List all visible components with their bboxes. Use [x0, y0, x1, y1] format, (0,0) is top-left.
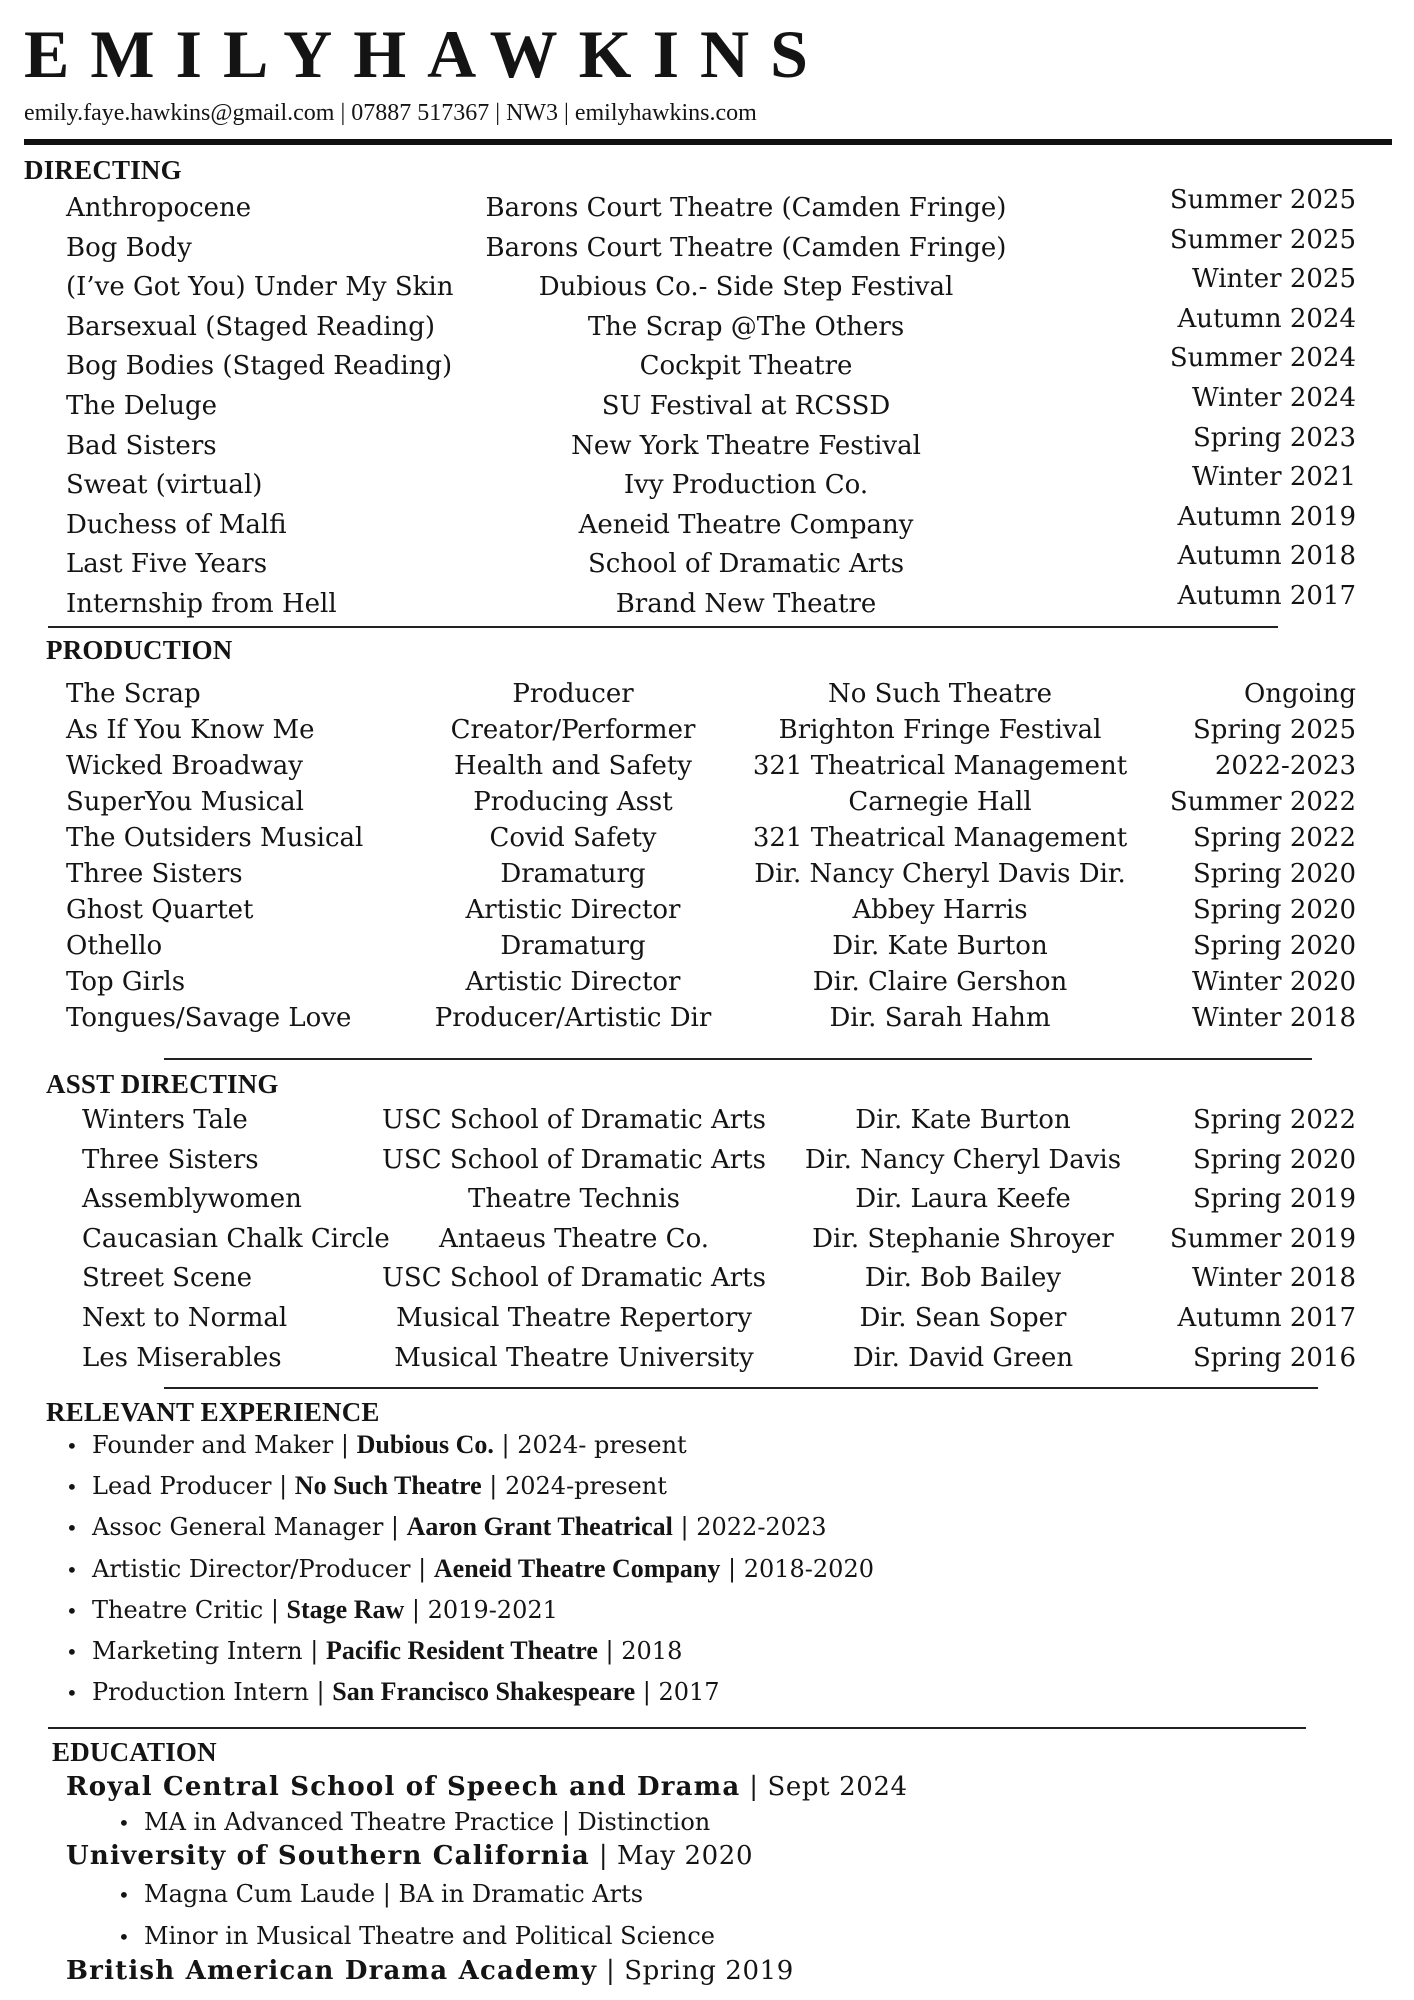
list-item: [66, 1552, 874, 1588]
experience-organization: Aeneid Theatre Company: [433, 1553, 721, 1583]
role: Creator/Performer: [450, 715, 696, 745]
date: Summer 2025: [1169, 224, 1356, 255]
director: Dir. David Green: [852, 1342, 1074, 1373]
production-title: Bog Body: [66, 232, 192, 263]
table-row: [0, 784, 1414, 822]
company: Dir. Nancy Cheryl Davis Dir.: [754, 859, 1126, 889]
school-name: University of Southern California: [66, 1841, 590, 1871]
venue: Barons Court Theatre (Camden Fringe): [485, 232, 1007, 263]
production-title: As If You Know Me: [66, 715, 315, 745]
school-date: | Sept 2024: [740, 1772, 908, 1802]
date: Autumn 2019: [1177, 501, 1356, 532]
date: Winter 2018: [1191, 1263, 1356, 1294]
director: Dir. Sean Soper: [859, 1303, 1067, 1333]
production-title: Sweat (virtual): [66, 470, 263, 501]
school-date: | Spring 2019: [597, 1956, 794, 1986]
production-title: Next to Normal: [82, 1303, 288, 1333]
production-title: Bog Bodies (Staged Reading): [66, 351, 453, 382]
venue: New York Theatre Festival: [571, 430, 921, 461]
section-divider: [48, 626, 1278, 628]
date: Autumn 2017: [1177, 581, 1356, 611]
experience-role: Assoc General Manager |: [92, 1513, 407, 1542]
table-row: [0, 1102, 1414, 1140]
section-heading-asst-directing: ASST DIRECTING: [46, 1069, 279, 1099]
section-heading-production: PRODUCTION: [46, 635, 233, 665]
venue: SU Festival at RCSSD: [601, 391, 891, 421]
production-title: (I’ve Got You) Under My Skin: [66, 272, 454, 303]
company: Abbey Harris: [852, 895, 1028, 925]
date: Winter 2024: [1191, 383, 1356, 413]
experience-role: Artistic Director/Producer |: [92, 1554, 434, 1583]
experience-organization: Dubious Co.: [356, 1430, 494, 1459]
company: 321 Theatrical Management: [752, 823, 1128, 853]
experience-years: | 2024- present: [493, 1431, 687, 1459]
list-item: [66, 1428, 687, 1464]
date: Spring 2020: [1192, 931, 1356, 961]
venue: Barons Court Theatre (Camden Fringe): [485, 193, 1007, 223]
production-title: Three Sisters: [66, 859, 243, 889]
venue: Theatre Technis: [468, 1184, 680, 1215]
bullet-icon: •: [66, 1640, 78, 1664]
list-item: [66, 1510, 827, 1546]
school-name: Royal Central School of Speech and Drama: [66, 1772, 741, 1802]
education-detail: [118, 1878, 643, 1911]
date: Spring 2025: [1192, 715, 1356, 745]
production-title: Othello: [66, 931, 163, 961]
company: Carnegie Hall: [848, 787, 1032, 817]
experience-role: Lead Producer |: [92, 1472, 295, 1501]
date: Spring 2020: [1192, 895, 1356, 925]
date: Autumn 2018: [1177, 541, 1356, 572]
table-row: [0, 712, 1414, 750]
date: Summer 2022: [1169, 787, 1356, 817]
production-title: Wicked Broadway: [66, 751, 303, 781]
production-title: Anthropocene: [66, 193, 252, 223]
experience-years: | 2024-present: [481, 1472, 667, 1501]
date: Winter 2018: [1191, 1003, 1356, 1033]
production-title: The Deluge: [66, 391, 218, 421]
production-title: Les Miserables: [82, 1342, 282, 1373]
venue: Ivy Production Co.: [623, 470, 869, 501]
director: Dir. Bob Bailey: [864, 1263, 1062, 1294]
section-heading-directing: DIRECTING: [24, 155, 182, 185]
date: Summer 2025: [1169, 185, 1356, 215]
venue: USC School of Dramatic Arts: [382, 1144, 766, 1175]
section-divider: [164, 1058, 1312, 1060]
detail-text: Magna Cum Laude | BA in Dramatic Arts: [144, 1880, 644, 1908]
venue: School of Dramatic Arts: [587, 549, 905, 580]
date: Spring 2016: [1192, 1342, 1356, 1373]
date: Autumn 2017: [1177, 1303, 1356, 1333]
date: Spring 2022: [1192, 1105, 1356, 1135]
director: Dir. Stephanie Shroyer: [812, 1223, 1114, 1254]
role: Producer: [512, 679, 634, 709]
bullet-icon: •: [66, 1598, 78, 1623]
experience-organization: Pacific Resident Theatre: [325, 1636, 598, 1665]
venue: Dubious Co.- Side Step Festival: [538, 272, 954, 303]
section-divider: [164, 1387, 1318, 1389]
venue: USC School of Dramatic Arts: [382, 1105, 766, 1135]
experience-organization: No Such Theatre: [294, 1471, 482, 1501]
date: Ongoing: [1243, 679, 1356, 709]
production-title: Winters Tale: [82, 1105, 248, 1135]
bullet-icon: •: [118, 1811, 130, 1835]
role: Health and Safety: [454, 751, 692, 781]
education-detail: [118, 1920, 715, 1953]
experience-organization: San Francisco Shakespeare: [332, 1677, 636, 1707]
table-row: [0, 1181, 1414, 1219]
venue: Antaeus Theatre Co.: [438, 1223, 710, 1254]
production-title: The Scrap: [66, 679, 201, 709]
experience-role: Theatre Critic |: [92, 1595, 287, 1624]
section-heading-experience: RELEVANT EXPERIENCE: [46, 1397, 380, 1427]
company: Brighton Fringe Festival: [778, 715, 1102, 745]
production-title: Tongues/Savage Love: [66, 1003, 352, 1033]
table-row: [0, 964, 1414, 1002]
role: Producer/Artistic Dir: [434, 1003, 712, 1033]
date: Winter 2020: [1191, 967, 1356, 997]
experience-role: Marketing Intern |: [92, 1637, 326, 1665]
date: Spring 2022: [1192, 823, 1356, 853]
table-row: [0, 1221, 1414, 1259]
venue: Aeneid Theatre Company: [578, 509, 914, 540]
contact-line: emily.faye.hawkins@gmail.com | 07887 517367 | NW3 | emilyhawkins.com: [24, 100, 757, 126]
table-row: [0, 1000, 1414, 1038]
table-row: [0, 1340, 1414, 1378]
list-item: [66, 1634, 682, 1670]
table-row: [0, 1260, 1414, 1298]
date: Autumn 2024: [1177, 303, 1356, 334]
production-title: Street Scene: [82, 1263, 253, 1294]
venue: The Scrap @The Others: [587, 311, 905, 342]
role: Dramaturg: [500, 931, 646, 961]
experience-years: | 2019-2021: [404, 1595, 558, 1624]
table-row: [0, 820, 1414, 858]
bullet-icon: •: [66, 1434, 78, 1458]
school-date: | May 2020: [589, 1841, 754, 1871]
date: Spring 2019: [1192, 1184, 1356, 1215]
experience-years: | 2018-2020: [720, 1554, 874, 1583]
role: Artistic Director: [465, 967, 681, 997]
experience-years: | 2022-2023: [672, 1513, 827, 1542]
production-title: Top Girls: [66, 967, 186, 997]
list-item: [66, 1469, 667, 1505]
production-title: Internship from Hell: [66, 589, 337, 619]
candidate-name: EMILYHAWKINS: [24, 16, 829, 92]
table-row: [0, 748, 1414, 786]
list-item: [66, 1593, 558, 1629]
bullet-icon: •: [66, 1557, 78, 1582]
date: Spring 2020: [1192, 859, 1356, 889]
production-title: Caucasian Chalk Circle: [82, 1223, 390, 1254]
bullet-icon: •: [118, 1925, 130, 1949]
date: 2022-2023: [1214, 751, 1356, 781]
detail-text: MA in Advanced Theatre Practice | Distinction: [144, 1808, 711, 1836]
company: Dir. Sarah Hahm: [829, 1003, 1051, 1033]
venue: Musical Theatre University: [394, 1342, 754, 1373]
experience-organization: Stage Raw: [286, 1594, 405, 1624]
table-row: [0, 1300, 1414, 1338]
venue: USC School of Dramatic Arts: [382, 1263, 766, 1294]
production-title: Three Sisters: [82, 1144, 259, 1175]
company: 321 Theatrical Management: [752, 751, 1128, 781]
table-row: [0, 856, 1414, 894]
venue: Musical Theatre Repertory: [396, 1303, 752, 1333]
production-title: Duchess of Malfi: [66, 509, 287, 540]
production-title: Barsexual (Staged Reading): [66, 311, 436, 342]
bullet-icon: •: [66, 1681, 78, 1706]
bullet-icon: •: [66, 1475, 78, 1500]
experience-years: | 2018: [597, 1637, 683, 1665]
company: Dir. Claire Gershon: [812, 967, 1068, 997]
date: Spring 2020: [1192, 1144, 1356, 1175]
date: Winter 2025: [1191, 264, 1356, 295]
table-row: [0, 928, 1414, 966]
date: Spring 2023: [1192, 422, 1356, 453]
venue: Brand New Theatre: [615, 589, 877, 619]
role: Producing Asst: [473, 787, 673, 817]
experience-role: Founder and Maker |: [92, 1431, 357, 1459]
director: Dir. Kate Burton: [855, 1105, 1071, 1135]
production-title: Assemblywomen: [82, 1184, 302, 1215]
bullet-icon: •: [66, 1516, 78, 1541]
date: Summer 2019: [1169, 1223, 1356, 1254]
production-title: The Outsiders Musical: [66, 823, 364, 853]
education-school: [66, 1839, 753, 1873]
role: Covid Safety: [489, 823, 657, 853]
production-title: Ghost Quartet: [66, 895, 254, 925]
production-title: Last Five Years: [66, 549, 268, 580]
table-row: [0, 676, 1414, 714]
date: Winter 2021: [1191, 462, 1356, 493]
header-divider: [24, 139, 1392, 145]
experience-organization: Aaron Grant Theatrical: [406, 1512, 673, 1542]
role: Artistic Director: [465, 895, 681, 925]
education-detail: [118, 1806, 710, 1839]
table-row: [0, 1142, 1414, 1180]
section-heading-education: EDUCATION: [52, 1737, 217, 1767]
experience-role: Production Intern |: [92, 1678, 333, 1707]
company: No Such Theatre: [827, 679, 1053, 709]
role: Dramaturg: [500, 859, 646, 889]
director: Dir. Laura Keefe: [855, 1184, 1071, 1215]
experience-years: | 2017: [635, 1678, 720, 1707]
company: Dir. Kate Burton: [832, 931, 1048, 961]
production-title: Bad Sisters: [66, 430, 217, 461]
date: Summer 2024: [1169, 343, 1356, 374]
education-school: [66, 1954, 794, 1988]
list-item: [66, 1675, 720, 1711]
production-title: SuperYou Musical: [66, 787, 304, 817]
venue: Cockpit Theatre: [639, 351, 853, 382]
school-name: British American Drama Academy: [66, 1956, 598, 1986]
detail-text: Minor in Musical Theatre and Political Science: [144, 1922, 715, 1950]
table-row: [0, 892, 1414, 930]
bullet-icon: •: [118, 1883, 130, 1907]
table-row: [0, 581, 1414, 624]
education-school: [66, 1770, 908, 1804]
director: Dir. Nancy Cheryl Davis: [804, 1144, 1122, 1175]
section-divider: [48, 1727, 1306, 1729]
